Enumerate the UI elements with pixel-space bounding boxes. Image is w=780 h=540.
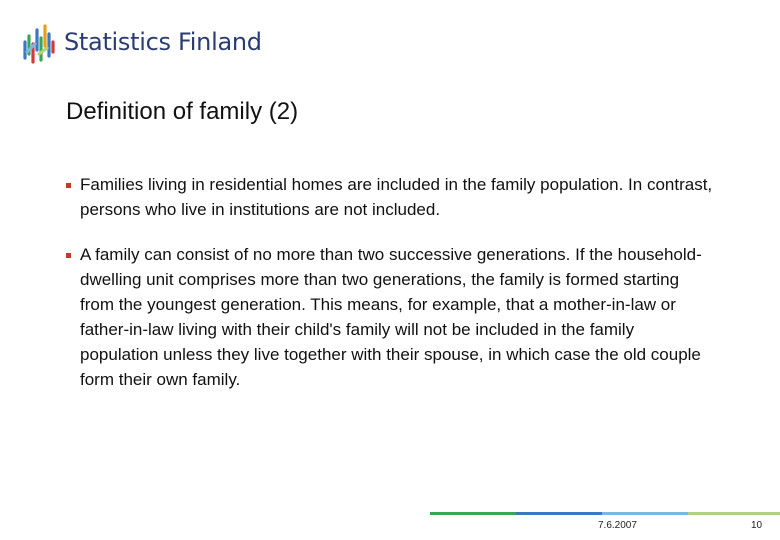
bullet-item	[66, 242, 716, 392]
footer-date: 7.6.2007	[598, 520, 637, 531]
bullet-square-icon	[66, 183, 71, 188]
bullet-text: A family can consist of no more than two successive generations. If the household-dwelling unit comprises more than two generations, the family is formed starting from the youngest generation. This means, for example, that a mother-in-law or father-in-law living with their child's family will not be included in the family population unless they live together with their spouse, in which case the old couple form their own family.	[80, 245, 702, 389]
slide-title: Definition of family (2)	[66, 98, 299, 125]
bullet-text: Families living in residential homes are included in the family population. In contrast, persons who live in institutions are not included.	[80, 175, 713, 219]
statistics-finland-logo-icon	[22, 22, 58, 66]
footer-bar-segment	[602, 512, 688, 515]
bullet-item	[66, 172, 716, 222]
footer-bar-segment	[430, 512, 516, 515]
statistics-finland-logo	[22, 22, 262, 66]
footer-bar-segment	[688, 512, 780, 515]
bullet-list	[66, 172, 716, 412]
footer-bar-segment	[516, 512, 602, 515]
bullet-square-icon	[66, 253, 71, 258]
page-number: 10	[751, 520, 763, 531]
brand-name: Statistics Finland	[64, 28, 262, 56]
